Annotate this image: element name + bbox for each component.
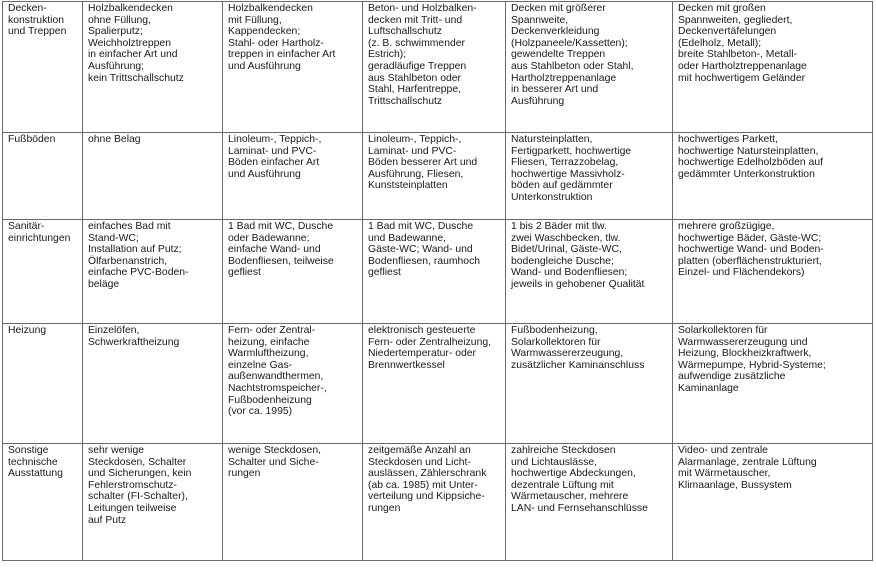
row-label-floors: Fußböden (3, 133, 83, 220)
row-label-heating: Heizung (3, 324, 83, 444)
table-row (3, 2, 873, 133)
table-cell: elektronisch gesteuerte Fern- oder Zentralheizung, Niedertemperatur- oder Brennwertkessel (363, 324, 506, 444)
row-label-ceiling-stairs: Decken- konstruktion und Treppen (3, 2, 83, 133)
table-cell: einfaches Bad mit Stand-WC; Installation auf Putz; Ölfarbenanstrich, einfache PVC-Boden- beläge (83, 220, 223, 324)
table-cell: zeitgemäße Anzahl an Steckdosen und Licht- auslässen, Zählerschrank (ab ca. 1985) mit Unter- verteilung und Kippsiche- rungen (363, 444, 506, 561)
table-cell: zahlreiche Steckdosen und Lichtauslässe, hochwertige Abdeckungen, dezentrale Lüftung mit Wärmetauscher, mehrere LAN- und Fernsehanschlüsse (506, 444, 673, 561)
table-row (3, 133, 873, 220)
table-cell: 1 Bad mit WC, Dusche und Badewanne, Gäste-WC; Wand- und Bodenfliesen, raumhoch gefliest (363, 220, 506, 324)
table-row (3, 444, 873, 561)
table-cell: 1 Bad mit WC, Dusche oder Badewanne; einfache Wand- und Bodenfliesen, teilweise gefliest (223, 220, 363, 324)
table-cell: Solarkollektoren für Warmwassererzeugung und Heizung, Blockheizkraftwerk, Wärmepumpe, Hybrid-Systeme; aufwendige zusätzliche Kaminanlage (673, 324, 873, 444)
table-cell: Linoleum-, Teppich-, Laminat- und PVC- Böden einfacher Art und Ausführung (223, 133, 363, 220)
table-cell: Linoleum-, Teppich-, Laminat- und PVC- Böden besserer Art und Ausführung, Fliesen, Kunststeinplatten (363, 133, 506, 220)
table-cell: ohne Belag (83, 133, 223, 220)
row-label-other-technical: Sonstige technische Ausstattung (3, 444, 83, 561)
table-cell: 1 bis 2 Bäder mit tlw. zwei Waschbecken, tlw. Bidet/Urinal, Gäste-WC, bodengleiche Dusche; Wand- und Bodenfliesen; jeweils in gehobener Qualität (506, 220, 673, 324)
table-cell: Video- und zentrale Alarmanlage, zentrale Lüftung mit Wärmetauscher, Klimaanlage, Bussystem (673, 444, 873, 561)
table-cell: Decken mit großen Spannweiten, gegliedert, Deckenvertäfelungen (Edelholz, Metall); breite Stahlbeton-, Metall- oder Hartholztreppenanlage mit hochwertigem Geländer (673, 2, 873, 133)
table-cell: Holzbalkendecken ohne Füllung, Spalierputz; Weichholztreppen in einfacher Art und Ausführung; kein Trittschallschutz (83, 2, 223, 133)
table-cell: sehr wenige Steckdosen, Schalter und Sicherungen, kein Fehlerstromschutz- schalter (FI-Schalter), Leitungen teilweise auf Putz (83, 444, 223, 561)
table-cell: Einzelöfen, Schwerkraftheizung (83, 324, 223, 444)
row-label-sanitary: Sanitär- einrichtungen (3, 220, 83, 324)
table-cell: Natursteinplatten, Fertigparkett, hochwertige Fliesen, Terrazzobelag, hochwertige Massivholz- böden auf gedämmter Unterkonstruktion (506, 133, 673, 220)
table-row (3, 220, 873, 324)
table-cell: hochwertiges Parkett, hochwertige Natursteinplatten, hochwertige Edelholzböden auf gedämmter Unterkonstruktion (673, 133, 873, 220)
table-cell: wenige Steckdosen, Schalter und Siche- rungen (223, 444, 363, 561)
table-cell: Decken mit größerer Spannweite, Deckenverkleidung (Holzpaneele/Kassetten); gewendelte Treppen aus Stahlbeton oder Stahl, Hartholztreppenanlage in besserer Art und Ausführung (506, 2, 673, 133)
table-cell: Holzbalkendecken mit Füllung, Kappendecken; Stahl- oder Hartholz- treppen in einfacher Art und Ausführung (223, 2, 363, 133)
table-row (3, 324, 873, 444)
table-cell: Beton- und Holzbalken- decken mit Tritt- und Luftschallschutz (z. B. schwimmender Estrich); geradläufige Treppen aus Stahlbeton oder Stahl, Harfentreppe, Trittschallschutz (363, 2, 506, 133)
table-cell: Fußbodenheizung, Solarkollektoren für Warmwassererzeugung, zusätzlicher Kaminanschluss (506, 324, 673, 444)
table-cell: Fern- oder Zentral- heizung, einfache Warmluftheizung, einzelne Gas- außenwandthermen, Nachtstromspeicher-, Fußbodenheizung (vor ca. 1995) (223, 324, 363, 444)
table-cell: mehrere großzügige, hochwertige Bäder, Gäste-WC; hochwertige Wand- und Boden- platten (oberflächenstrukturiert, Einzel- und Flächendekors) (673, 220, 873, 324)
building-standards-table (2, 1, 873, 561)
